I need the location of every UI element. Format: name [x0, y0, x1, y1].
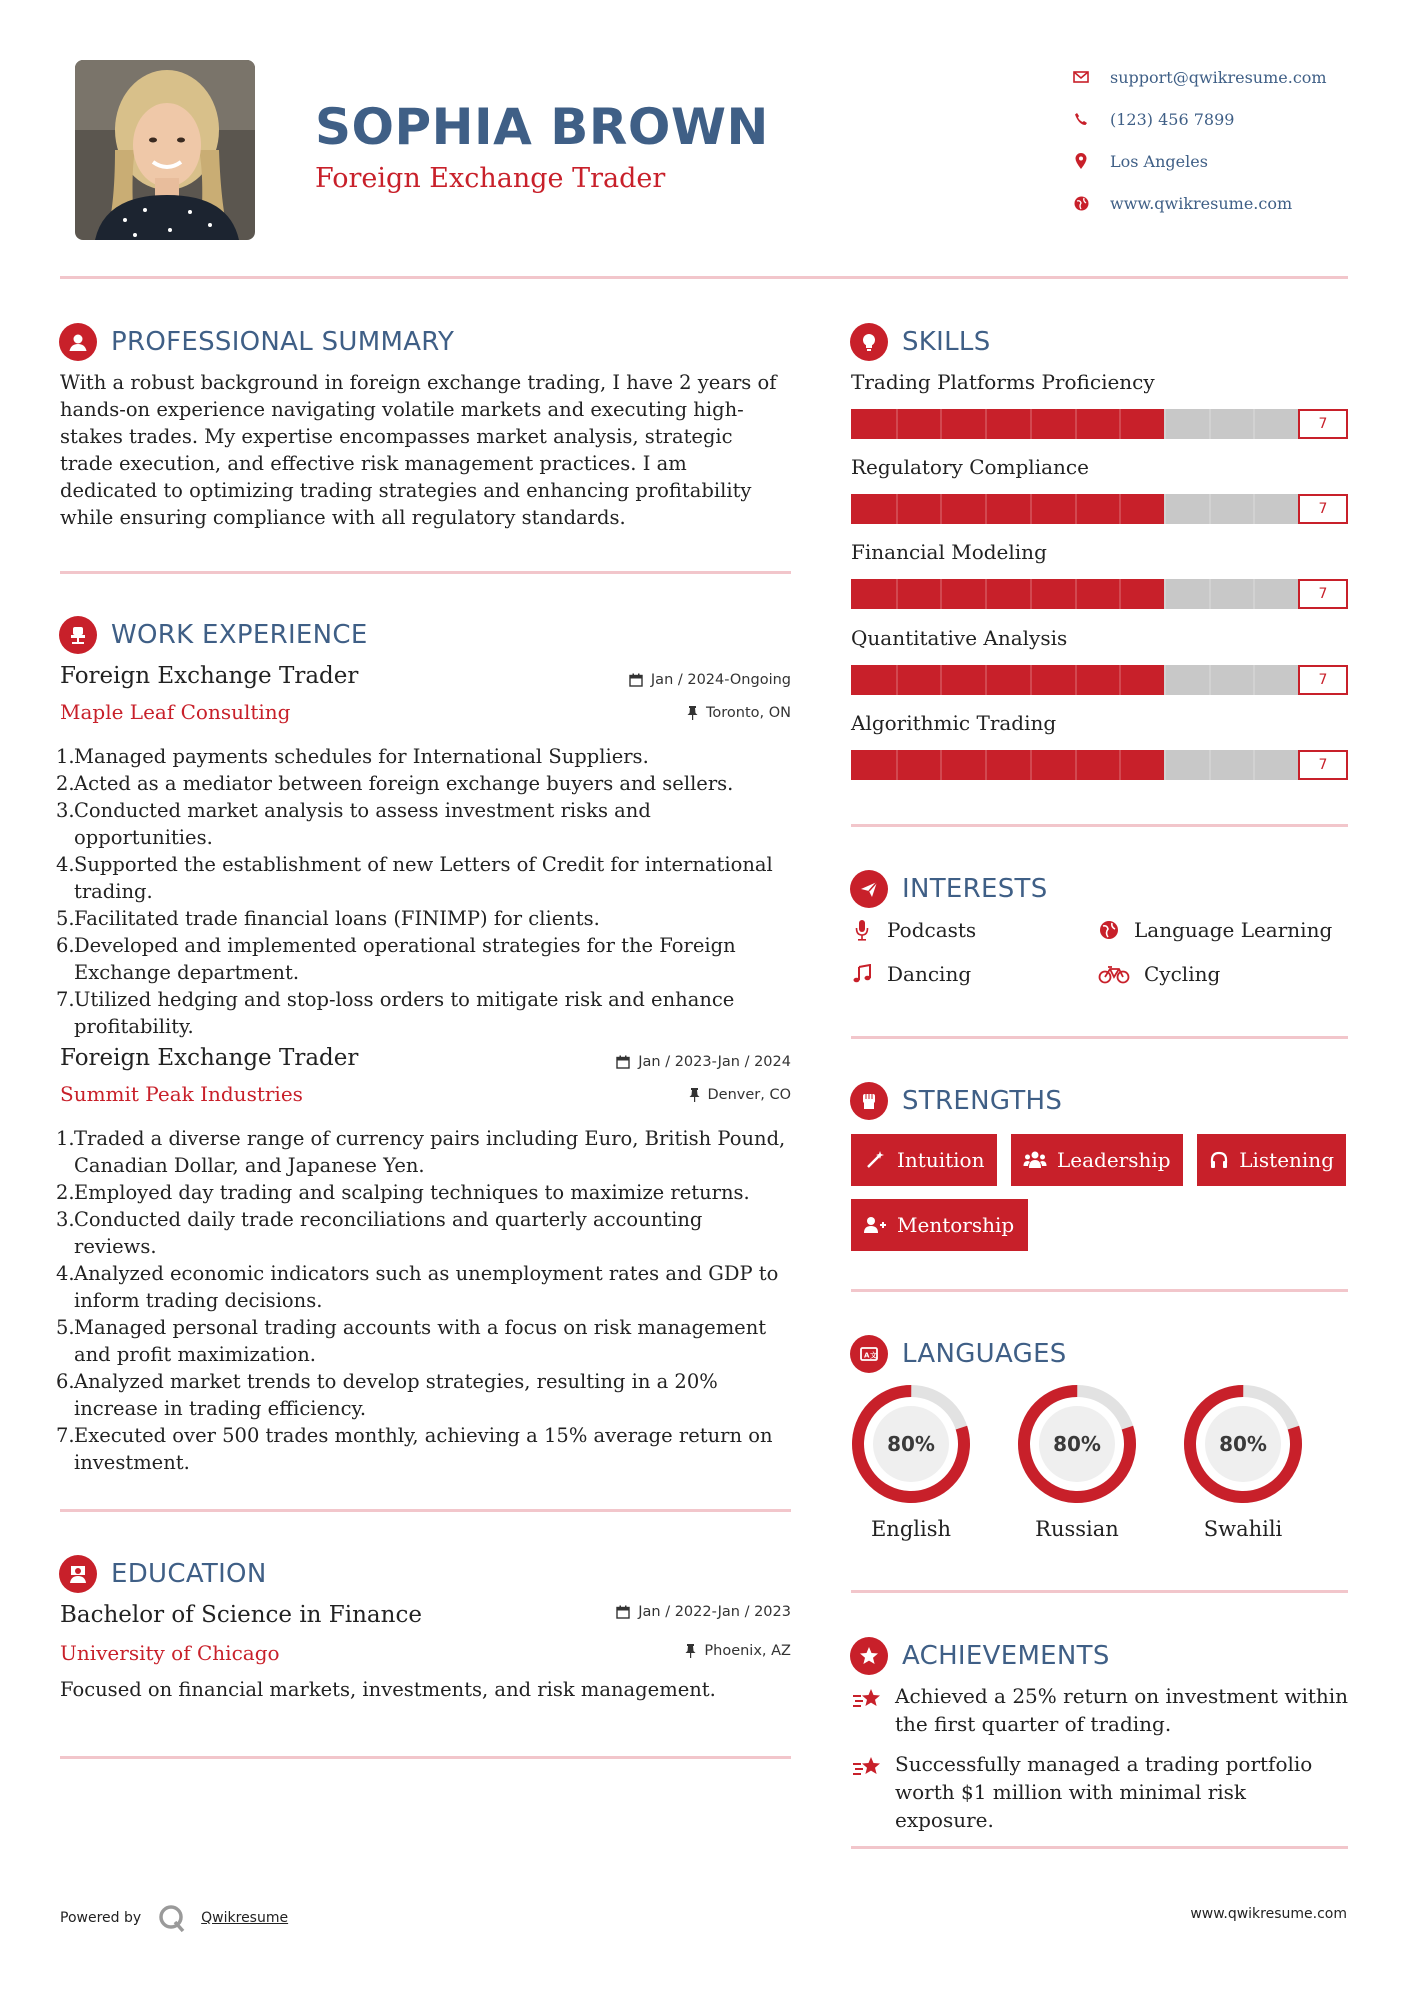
skill-bar: [851, 750, 1348, 780]
qwikresume-link[interactable]: Qwikresume: [201, 1910, 289, 1926]
job-1-bullets: [56, 743, 791, 1040]
job-2-title: Foreign Exchange Trader: [60, 1045, 359, 1071]
contact-location-text: Los Angeles: [1110, 151, 1208, 171]
list-item: 5. Facilitated trade financial loans (FINIMP) for clients.: [56, 907, 600, 930]
job-2-location: [689, 1087, 792, 1103]
language-name: Swahili: [1203, 1517, 1283, 1541]
list-item: 6. Analyzed market trends to develop strategies, resulting in a 20% increase in trading efficiency.: [56, 1370, 718, 1420]
achievements-title: ACHIEVEMENTS: [902, 1641, 1110, 1671]
calendar-icon: [616, 1605, 630, 1619]
header-divider: [60, 276, 1348, 279]
shooting-star-icon: [851, 1750, 885, 1784]
list-item: 5. Managed personal trading accounts with a focus on risk management and profit maximization.: [56, 1316, 767, 1366]
pushpin-icon: [687, 706, 698, 720]
job-1-dates-text: Jan / 2024-Ongoing: [650, 672, 791, 688]
skill-bar-segment: [1209, 494, 1211, 524]
calendar-icon: [616, 1055, 630, 1069]
skill-value: 7: [1298, 579, 1348, 609]
skill-bar: [851, 579, 1348, 609]
star-badge-icon: [850, 1637, 888, 1675]
music-note-icon: [851, 963, 873, 985]
contact-phone[interactable]: [1072, 98, 1327, 140]
contact-email[interactable]: [1072, 56, 1327, 98]
strength-leadership: [1011, 1134, 1183, 1186]
user-plus-icon: [863, 1213, 887, 1237]
lightbulb-icon: [850, 323, 888, 361]
contact-block: [1072, 56, 1327, 224]
strength-label: Mentorship: [897, 1213, 1015, 1237]
skill-bar-segment: [985, 750, 987, 780]
strengths-heading: [850, 1082, 1062, 1120]
language-ring: [1016, 1383, 1138, 1505]
interests-divider: [851, 1036, 1348, 1039]
education-description: Focused on financial markets, investments, and risk management.: [60, 1678, 716, 1701]
skill-bar-segment: [940, 579, 942, 609]
map-pin-icon: [1072, 152, 1090, 170]
candidate-title: Foreign Exchange Trader: [315, 163, 666, 194]
briefcase-chair-icon: [59, 616, 97, 654]
bicycle-icon: [1098, 963, 1130, 985]
skill-bar-segment: [1030, 579, 1032, 609]
skill-bar-segment: [896, 665, 898, 695]
skill-bar-segment: [896, 409, 898, 439]
list-item: 1. Traded a diverse range of currency pairs including Euro, British Pound, Canadian Dollar, and Japanese Yen.: [56, 1127, 786, 1177]
skill-bar-segment: [1030, 750, 1032, 780]
skill-bar-segment: [1119, 494, 1121, 524]
list-item: 2. Employed day trading and scalping techniques to maximize returns.: [56, 1181, 750, 1204]
education-school: University of Chicago: [60, 1641, 280, 1665]
skill-bar-segment: [1119, 579, 1121, 609]
education-degree: Bachelor of Science in Finance: [60, 1602, 422, 1628]
contact-email-text: support@qwikresume.com: [1110, 67, 1327, 87]
job-2-dates: [616, 1054, 791, 1070]
job-2-bullets: [56, 1125, 791, 1476]
interest-label: Podcasts: [887, 918, 977, 942]
microphone-icon: [851, 919, 873, 941]
job-1-dates: [629, 672, 791, 688]
language-percent: 80%: [887, 1432, 935, 1456]
job-1-company: Maple Leaf Consulting: [60, 700, 291, 724]
skill-value: 7: [1298, 750, 1348, 780]
skill-bar-segment: [985, 494, 987, 524]
language-name: Russian: [1035, 1517, 1119, 1541]
skill-bar-segment: [940, 409, 942, 439]
graduate-icon: [59, 1555, 97, 1593]
skills-divider: [851, 824, 1348, 827]
interests-title: INTERESTS: [902, 874, 1048, 904]
interest-dancing: [851, 962, 971, 986]
candidate-name: SOPHIA BROWN: [315, 98, 769, 156]
contact-website-text: www.qwikresume.com: [1110, 193, 1293, 213]
education-divider: [60, 1756, 791, 1759]
skill-bar-segment: [1075, 409, 1077, 439]
summary-title: PROFESSIONAL SUMMARY: [111, 327, 455, 357]
skill-bar-segment: [1030, 494, 1032, 524]
language-name: English: [870, 1517, 952, 1541]
headphones-icon: [1209, 1148, 1229, 1172]
skill-value: 7: [1298, 409, 1348, 439]
list-item: 4. Supported the establishment of new Letters of Credit for international trading.: [56, 853, 773, 903]
globe-icon: [1098, 919, 1120, 941]
skill-label: Algorithmic Trading: [851, 711, 1057, 735]
skill-bar-segment: [896, 750, 898, 780]
skill-bar-segment: [1209, 579, 1211, 609]
skill-bar: [851, 494, 1348, 524]
skill-bar: [851, 409, 1348, 439]
svg-text:A: A: [864, 1351, 870, 1360]
calendar-icon: [629, 673, 643, 687]
list-item: 2. Acted as a mediator between foreign exchange buyers and sellers.: [56, 772, 734, 795]
skill-bar-segment: [896, 579, 898, 609]
skill-bar-segment: [985, 409, 987, 439]
skill-bar-segment: [1030, 665, 1032, 695]
strength-label: Listening: [1239, 1148, 1334, 1172]
phone-icon: [1072, 110, 1090, 128]
contact-phone-text: (123) 456 7899: [1110, 109, 1235, 129]
pushpin-icon: [689, 1088, 700, 1102]
skill-bar-segment: [1253, 409, 1255, 439]
language-ring: [850, 1383, 972, 1505]
skill-value: 7: [1298, 494, 1348, 524]
strength-label: Leadership: [1057, 1148, 1171, 1172]
skill-bar-segment: [1119, 409, 1121, 439]
skill-bar-segment: [940, 665, 942, 695]
skill-bar-segment: [940, 494, 942, 524]
skill-bar-segment: [985, 579, 987, 609]
experience-heading: [59, 616, 368, 654]
job-1-title: Foreign Exchange Trader: [60, 663, 359, 689]
translate-icon: [850, 1335, 888, 1373]
skill-bar-segment: [1075, 579, 1077, 609]
raised-fist-icon: [850, 1082, 888, 1120]
envelope-icon: [1072, 68, 1090, 86]
magic-wand-icon: [863, 1148, 887, 1172]
job-2-dates-text: Jan / 2023-Jan / 2024: [638, 1054, 791, 1070]
languages-title: LANGUAGES: [902, 1339, 1067, 1369]
skill-bar-segment: [1253, 579, 1255, 609]
language-ring: [1182, 1383, 1304, 1505]
skill-bar-segment: [1209, 409, 1211, 439]
list-item: 1. Managed payments schedules for International Suppliers.: [56, 745, 649, 768]
education-heading: [59, 1555, 267, 1593]
footer-site[interactable]: www.qwikresume.com: [1190, 1906, 1347, 1922]
powered-by-text: Powered by: [60, 1910, 142, 1926]
skill-bar: [851, 665, 1348, 695]
education-dates: [616, 1604, 791, 1620]
list-item: 6. Developed and implemented operational strategies for the Foreign Exchange department.: [56, 934, 736, 984]
interest-label: Language Learning: [1134, 918, 1333, 942]
skill-bar-fill: [851, 750, 1164, 780]
summary-text: With a robust background in foreign exchange trading, I have 2 years of hands-on experience navigating volatile markets and executing high-stakes trades. My expertise encompasses market analysis, strategic trade execution, and effective risk management practices. I am dedicated to optimizing trading strategies and enhancing profitability while ensuring compliance with all regulatory standards.: [60, 371, 777, 529]
skill-bar-segment: [1209, 665, 1211, 695]
languages-heading: [850, 1335, 1067, 1373]
skill-bar-segment: [1164, 750, 1166, 780]
skill-label: Financial Modeling: [851, 540, 1047, 564]
job-1-location: [687, 705, 791, 721]
interests-heading: [850, 870, 1048, 908]
strength-intuition: [851, 1134, 997, 1186]
skill-bar-fill: [851, 579, 1164, 609]
skill-bar-segment: [1209, 750, 1211, 780]
paper-plane-icon: [850, 870, 888, 908]
footer-powered-by: [60, 1903, 288, 1933]
list-item: 3. Conducted daily trade reconciliations and quarterly accounting reviews.: [56, 1208, 703, 1258]
user-circle-icon: [59, 323, 97, 361]
skill-label: Trading Platforms Proficiency: [851, 370, 1155, 394]
language-percent: 80%: [1053, 1432, 1101, 1456]
users-icon: [1023, 1148, 1047, 1172]
svg-text:文: 文: [870, 1351, 877, 1360]
achievements-divider: [851, 1846, 1348, 1849]
globe-icon: [1072, 194, 1090, 212]
strength-listening: [1197, 1134, 1346, 1186]
skill-bar-segment: [1164, 665, 1166, 695]
summary-heading: [59, 323, 454, 361]
achievement-text: Achieved a 25% return on investment within the first quarter of trading.: [895, 1684, 1349, 1736]
experience-divider: [60, 1509, 791, 1512]
skills-title: SKILLS: [902, 327, 991, 357]
list-item: 7. Utilized hedging and stop-loss orders to mitigate risk and enhance profitability.: [56, 988, 735, 1038]
experience-title: WORK EXPERIENCE: [111, 620, 368, 650]
skill-bar-segment: [1253, 750, 1255, 780]
skill-bar-segment: [896, 494, 898, 524]
education-location-text: Phoenix, AZ: [704, 1643, 791, 1659]
education-dates-text: Jan / 2022-Jan / 2023: [638, 1604, 791, 1620]
skill-bar-fill: [851, 409, 1164, 439]
achievement-item: [851, 1750, 1351, 1834]
shooting-star-icon: [851, 1682, 885, 1716]
education-location: [685, 1643, 791, 1659]
skill-bar-segment: [1164, 409, 1166, 439]
strengths-divider: [851, 1289, 1348, 1292]
interest-language-learning: [1098, 918, 1332, 942]
skill-bar-segment: [1075, 494, 1077, 524]
interest-cycling: [1098, 962, 1220, 986]
skill-bar-segment: [1075, 665, 1077, 695]
education-title: EDUCATION: [111, 1559, 267, 1589]
list-item: 7. Executed over 500 trades monthly, achieving a 15% average return on investment.: [56, 1424, 773, 1474]
interest-label: Cycling: [1144, 962, 1221, 986]
skill-bar-segment: [1075, 750, 1077, 780]
list-item: 3. Conducted market analysis to assess investment risks and opportunities.: [56, 799, 651, 849]
interest-podcasts: [851, 918, 976, 942]
language-percent: 80%: [1219, 1432, 1267, 1456]
achievements-heading: [850, 1637, 1110, 1675]
skill-bar-fill: [851, 494, 1164, 524]
strength-label: Intuition: [897, 1148, 985, 1172]
strengths-title: STRENGTHS: [902, 1086, 1063, 1116]
skill-label: Quantitative Analysis: [851, 626, 1068, 650]
skill-value: 7: [1298, 665, 1348, 695]
list-item: 4. Analyzed economic indicators such as unemployment rates and GDP to inform trading decisions.: [56, 1262, 779, 1312]
skill-bar-segment: [1253, 494, 1255, 524]
skill-bar-segment: [1164, 494, 1166, 524]
job-2-company: Summit Peak Industries: [60, 1082, 303, 1106]
skill-bar-segment: [1119, 665, 1121, 695]
achievement-item: [851, 1682, 1351, 1738]
pushpin-icon: [685, 1644, 696, 1658]
skill-label: Regulatory Compliance: [851, 455, 1089, 479]
achievement-text: Successfully managed a trading portfolio worth $1 million with minimal risk exposure.: [895, 1752, 1313, 1832]
profile-photo: [75, 60, 255, 240]
interest-label: Dancing: [887, 962, 972, 986]
skills-heading: [850, 323, 991, 361]
skill-bar-segment: [985, 665, 987, 695]
languages-divider: [851, 1590, 1348, 1593]
skill-bar-segment: [1164, 579, 1166, 609]
skill-bar-segment: [1119, 750, 1121, 780]
job-1-location-text: Toronto, ON: [705, 705, 791, 721]
skill-bar-segment: [1030, 409, 1032, 439]
skill-bar-fill: [851, 665, 1164, 695]
skill-bar-segment: [1253, 665, 1255, 695]
contact-website[interactable]: [1072, 182, 1327, 224]
strength-mentorship: [851, 1199, 1028, 1251]
job-2-location-text: Denver, CO: [707, 1087, 791, 1103]
qwikresume-logo-icon: [157, 1903, 187, 1933]
summary-divider: [60, 571, 791, 574]
contact-location: [1072, 140, 1327, 182]
skill-bar-segment: [940, 750, 942, 780]
